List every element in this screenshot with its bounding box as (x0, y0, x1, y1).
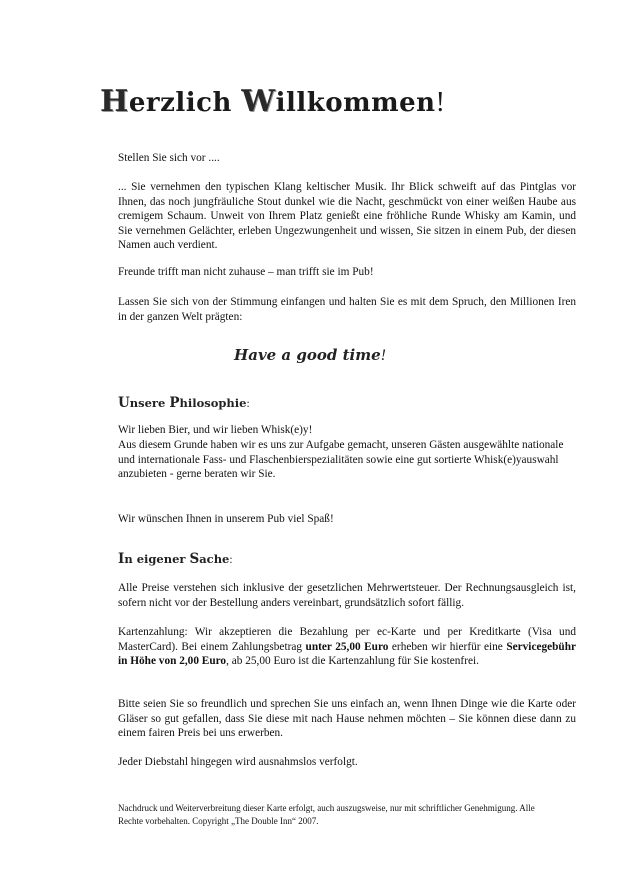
heading-word-4: ache (199, 552, 230, 566)
slogan-exclamation: ! (380, 347, 386, 364)
philosophy-line-1: Wir lieben Bier, und wir lieben Whisk(e)y! (118, 424, 313, 436)
philosophy-paragraph: Aus diesem Grunde haben wir es uns zur Aufgabe gemacht, unseren Gästen ausgewählte nationale und internationale Fass- und Flaschenbierspezialitäten sowie eine gut sortierte Whisk(e)yauswahl anzubieten - gerne beraten wir Sie. (118, 439, 564, 481)
heading-word-3: n eigener (124, 552, 190, 566)
card-payment-paragraph (118, 625, 576, 669)
heading-initial-u: U (118, 395, 130, 411)
page-title (100, 84, 445, 119)
philosophy-heading (118, 395, 250, 411)
card-threshold: unter 25,00 Euro (305, 640, 389, 653)
own-matter-heading (118, 551, 233, 567)
copyright-footer: Nachdruck und Weiterverbreitung dieser Karte erfolgt, auch auszugsweise, nur mit schriftlicher Genehmigung. Alle Rechte vorbehalten. Copyright „The Double Inn“ 2007. (118, 803, 535, 826)
slogan (0, 346, 620, 365)
prices-paragraph: Alle Preise verstehen sich inklusive der gesetzlichen Mehrwertsteuer. Der Rechnungsausgleich ist, sofern nicht vor der Bestellung anders vereinbart, grundsätzlich sofort fällig. (118, 582, 576, 609)
heading-initial-s: S (189, 551, 200, 567)
title-exclamation: ! (435, 87, 446, 118)
title-word-1: erzlich (128, 88, 242, 118)
intro-text: Stellen Sie sich vor .... (118, 152, 220, 164)
pub-quote: Freunde trifft man nicht zuhause – man trifft sie im Pub! (118, 266, 374, 278)
glasses-paragraph: Bitte seien Sie so freundlich und sprechen Sie uns einfach an, wenn Ihnen Dinge wie die Karte oder Gläser so gut gefallen, dass Sie diese mit nach Hause nehmen möchten – Sie können diese dann zu einem fairen Preis bei uns erwerben. (118, 698, 576, 740)
wish-text: Wir wünschen Ihnen in unserem Pub viel Spaß! (118, 513, 334, 525)
theft-notice: Jeder Diebstahl hingegen wird ausnahmslos verfolgt. (118, 756, 358, 768)
slogan-lead-in: Lassen Sie sich von der Stimmung einfangen und halten Sie es mit dem Spruch, den Millionen Iren in der ganzen Welt prägten: (118, 296, 576, 323)
service-fee: Servicegebühr in Höhe von 2,00 Euro (118, 640, 576, 668)
card-text-3: , ab 25,00 Euro ist die Kartenzahlung für Sie kostenfrei. (226, 655, 479, 668)
title-initial-w: W (241, 84, 276, 119)
heading-word-2: hilosophie (179, 396, 247, 410)
slogan-text: ave a good time (248, 346, 381, 364)
heading-colon-2: : (229, 554, 233, 566)
intro-paragraph: ... Sie vernehmen den typischen Klang keltischer Musik. Ihr Blick schweift auf das Pintglas vor Ihnen, das noch jungfräuliche Stout dunkel wie die Nacht, geschmückt von einer weißen Haube aus cremigem Schaum. Unweit von Ihrem Platz genießt eine fröhliche Runde Whisky am Kamin, und Sie vernehmen Gelächter, erleben Ungezwungenheit und wissen, Sie sitzen in einem Pub, der diesen Namen auch verdient. (118, 181, 576, 252)
slogan-initial: H (234, 346, 249, 364)
card-text-2: erheben wir hierfür eine (388, 640, 507, 653)
title-word-2: illkommen (275, 88, 436, 118)
heading-initial-p: P (169, 395, 180, 411)
heading-colon: : (246, 398, 250, 410)
heading-word-1: nsere (129, 396, 170, 410)
title-initial-h: H (100, 84, 129, 119)
heading-initial-i: I (118, 551, 125, 567)
card-text-1: Kartenzahlung: Wir akzeptieren die Bezahlung per ec-Karte und per Kreditkarte (Visa und MasterCard). Bei einem Zahlungsbetrag (118, 626, 576, 653)
